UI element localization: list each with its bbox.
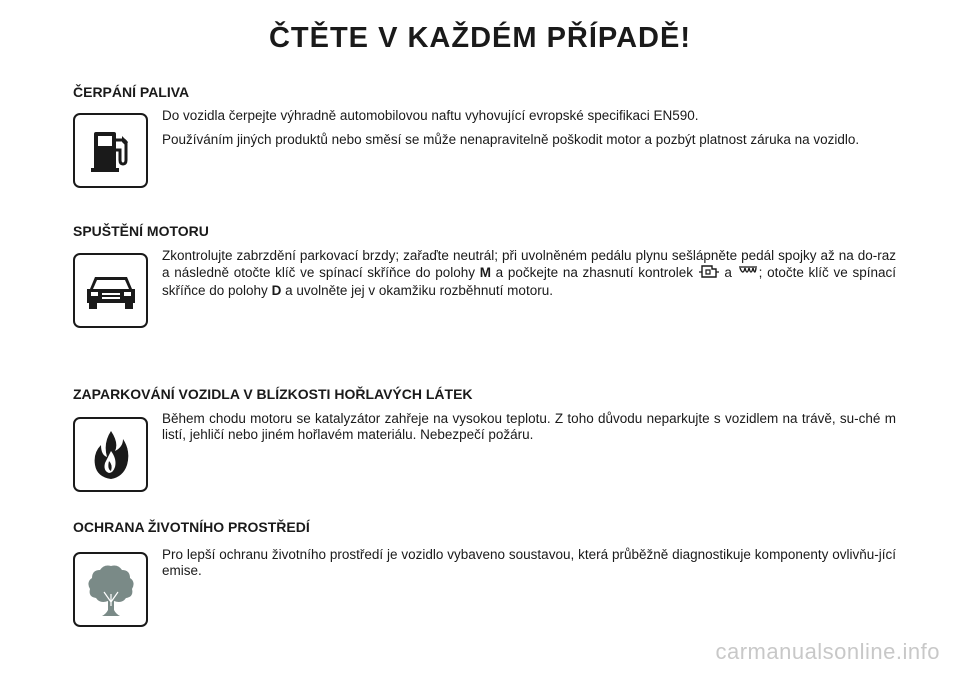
environment-paragraph: Pro lepší ochranu životního prostředí je vozidlo vybaveno soustavou, která průběžně diagnostikuje komponenty ovlivňu-jící emise. xyxy=(162,547,896,578)
fuel-icon-box xyxy=(73,113,148,188)
section-text-fuel xyxy=(162,108,896,155)
flame-icon-box xyxy=(73,417,148,492)
section-text-engine xyxy=(162,248,896,307)
engine-paragraph xyxy=(162,248,896,299)
fuel-paragraph-2: Používáním jiných produktů nebo směsí se může nenapravitelně poškodit motor a pozbýt platnost záruka na vozidlo. xyxy=(162,131,860,147)
watermark: carmanualsonline.info xyxy=(715,639,940,664)
section-text-environment xyxy=(162,547,896,586)
tree-icon-box xyxy=(73,552,148,627)
section-heading-environment: OCHRANA ŽIVOTNÍHO PROSTŘEDÍ xyxy=(73,519,310,535)
page-title: ČTĚTE V KAŽDÉM PŘÍPADĚ! xyxy=(268,22,692,54)
engine-text-d: ; otočte klíč ve spínací skříňce do polohy xyxy=(162,264,896,298)
engine-text-b: a počkejte na zhasnutí kontrolek xyxy=(490,264,698,280)
section-heading-fuel: ČERPÁNÍ PALIVA xyxy=(73,84,190,100)
tree-icon xyxy=(84,562,138,618)
key-position-d: D xyxy=(271,283,282,298)
section-text-parking xyxy=(162,411,896,450)
section-heading-parking: ZAPARKOVÁNÍ VOZIDLA V BLÍZKOSTI HOŘLAVÝCH LÁTEK xyxy=(73,386,473,402)
glow-plug-icon xyxy=(737,264,759,284)
engine-text-e: a uvolněte jej v okamžiku rozběhnutí motoru. xyxy=(281,283,553,298)
flame-icon xyxy=(89,429,133,481)
section-heading-engine: SPUŠTĚNÍ MOTORU xyxy=(73,223,209,239)
car-icon xyxy=(83,271,139,311)
engine-warning-icon xyxy=(698,264,720,284)
fuel-pump-icon xyxy=(86,126,136,176)
engine-text-a: Zkontrolujte zabrzdění parkovací brzdy; zařaďte neutrál; při uvolněném pedálu plynu sešlápněte pedál spojky až na do-raz a následně otočte klíč ve spínací skříňce do polohy xyxy=(162,248,896,280)
key-position-m: M xyxy=(479,264,491,280)
car-icon-box xyxy=(73,253,148,328)
fuel-paragraph-1: Do vozidla čerpejte výhradně automobilovou naftu vyhovující evropské specifikaci EN590. xyxy=(162,108,699,123)
engine-text-c: a xyxy=(719,264,737,280)
parking-paragraph: Během chodu motoru se katalyzátor zahřeje na vysokou teplotu. Z toho důvodu neparkujte s vozidlem na trávě, su-ché m listí, jehličí nebo jiném hořlavém materiálu. Nebezpečí požáru. xyxy=(162,411,896,442)
